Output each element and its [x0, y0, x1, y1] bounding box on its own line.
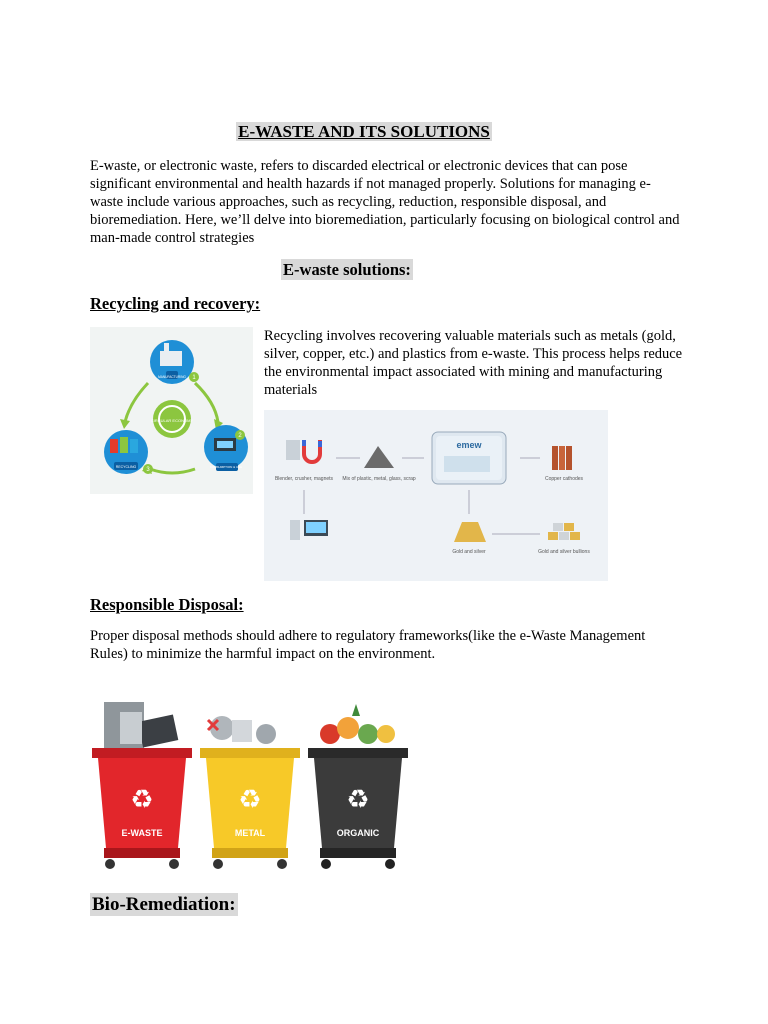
circular-economy-figure [90, 327, 253, 494]
recycle-icon: ♻ [130, 784, 154, 814]
cycle-step-2: 2 [238, 433, 242, 439]
emew-logo: emew [456, 440, 482, 450]
cycle-step-3: 3 [146, 467, 150, 473]
process-label-copper: Copper cathodes [544, 476, 584, 482]
disposal-paragraph: Proper disposal methods should adhere to regulatory frameworks(like the e-Waste Management Rules) to minimize the harmful impact on the environment. [90, 628, 646, 662]
cycle-step-1: 1 [192, 375, 196, 381]
process-label-blender: Blender, crusher, magnets [274, 476, 334, 482]
page-title: E-WASTE AND ITS SOLUTIONS [238, 122, 490, 141]
bin-label: ORGANIC [336, 828, 380, 838]
cycle-label-manufacturing: MANUFACTURING [158, 375, 186, 379]
bio-remediation-heading: Bio-Remediation: [92, 894, 236, 915]
cycle-label-consumption: CONSUMPTION & USE [209, 465, 243, 469]
bin-label: E-WASTE [121, 828, 163, 838]
process-label-gold-silver: Gold and silver [452, 549, 486, 555]
disposal-heading: Responsible Disposal: [90, 595, 244, 614]
recycle-icon: ♻ [346, 784, 370, 814]
organic-bin [308, 748, 408, 869]
waste-bins-illustration [90, 690, 408, 880]
e-waste-bin [92, 748, 192, 869]
bin-label: METAL [234, 828, 266, 838]
solutions-heading: E-waste solutions: [283, 260, 411, 279]
recycle-icon: ♻ [238, 784, 262, 814]
recycling-heading: Recycling and recovery: [90, 294, 261, 313]
recycling-paragraph: Recycling involves recovering valuable materials such as metals (gold, silver, copper, etc.) and plastics from e-waste. This process helps reduce the environmental impact associated with mining and manufacturing materials [264, 328, 683, 398]
metal-bin [200, 748, 300, 869]
intro-paragraph: E-waste, or electronic waste, refers to discarded electrical or electronic devices that can pose significant environmental and health hazards if not managed properly. Solutions for managing e-waste include various approaches, such as recycling, reduction, responsible disposal, and bioremediation. Here, we’ll delve into bioremediation, particularly focusing on biological control and man-made control strategies [90, 158, 680, 246]
process-label-bullions: Gold and silver bullions [538, 549, 590, 555]
cycle-label-recycling: RECYCLING [115, 465, 137, 469]
recovery-process-figure [264, 410, 608, 581]
cycle-center-label: CIRCULAR ECONOMY [150, 418, 194, 423]
process-label-mix: Mix of plastic, metal, glass, scrap [342, 476, 416, 482]
